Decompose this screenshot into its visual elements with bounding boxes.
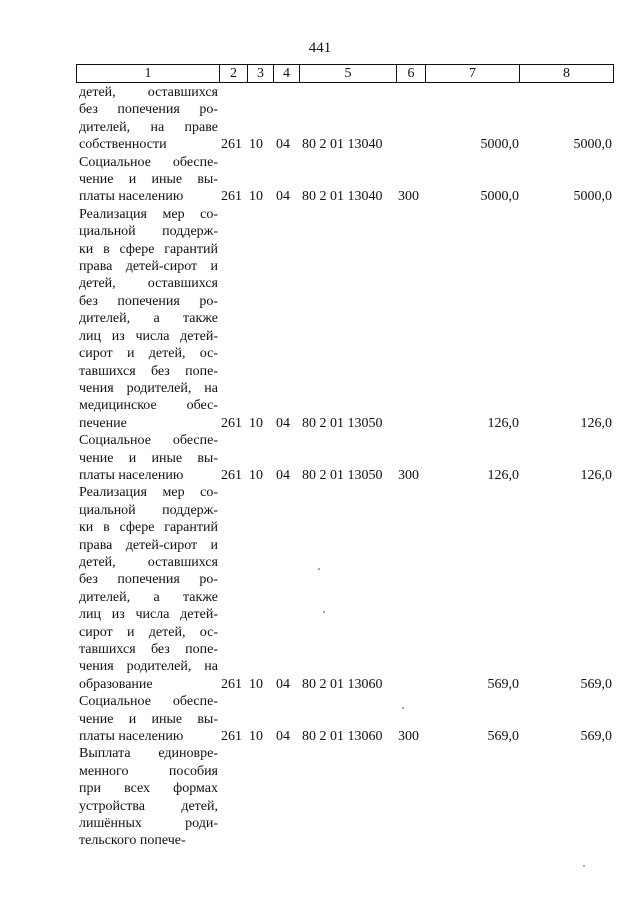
description-line: лишённых роди- [79,816,218,832]
target-article-cell: 80 2 01 13060 [302,729,383,745]
description-line: медицинское обес- [79,398,218,414]
subsection-cell: 04 [276,676,290,692]
column-header-row [76,64,614,83]
column-header-2: 2 [220,65,248,83]
row-description [79,154,218,206]
target-article-cell: 80 2 01 13050 [302,467,383,483]
description-line: дителей, а также [79,311,218,327]
section-cell: 10 [249,676,263,692]
amount-cell: 569,0 [580,676,612,692]
description-line: собственности [79,137,167,153]
description-line: циальной поддерж- [79,224,218,240]
row-description [79,745,218,849]
subsection-cell: 04 [276,415,290,431]
section-cell: 10 [249,467,263,483]
row-description [79,693,218,745]
column-header-8: 8 [520,65,614,83]
description-line: платы населению [79,189,184,205]
subsection-cell: 04 [276,137,290,153]
scan-speck [318,568,320,570]
amount-cell: 569,0 [580,729,612,745]
description-line: чение и иные вы- [79,172,218,188]
admin-code-cell: 261 [221,137,242,153]
row-description [79,432,218,484]
description-line: дителей, на праве [79,119,218,135]
target-article-cell: 80 2 01 13060 [302,676,383,692]
amount-cell: 569,0 [487,676,519,692]
section-cell: 10 [249,137,263,153]
description-line: образование [79,676,153,692]
admin-code-cell: 261 [221,467,242,483]
row-description [79,484,218,693]
description-line: детей, оставшихся [79,554,218,570]
column-header-6: 6 [397,65,426,83]
amount-cell: 126,0 [487,467,519,483]
column-header-4: 4 [274,65,300,83]
description-line: дителей, а также [79,589,218,605]
budget-table-body [76,84,616,850]
description-line: без попечения ро- [79,572,218,588]
expense-type-cell: 300 [398,467,419,483]
description-line: без попечения ро- [79,102,218,118]
target-article-cell: 80 2 01 13050 [302,415,383,431]
description-line: Социальное обеспе- [79,694,218,710]
description-line: Социальное обеспе- [79,433,218,449]
description-line: чения родителей, на [79,380,218,396]
description-line: Реализация мер со- [79,206,218,222]
amount-cell: 126,0 [580,415,612,431]
description-line: права детей-сирот и [79,259,218,275]
description-line: лиц из числа детей- [79,328,218,344]
subsection-cell: 04 [276,189,290,205]
scan-speck [583,865,585,867]
amount-cell: 569,0 [487,729,519,745]
table-row [76,693,616,745]
column-header-1: 1 [77,65,220,83]
description-line: устройства детей, [79,798,218,814]
description-line: лиц из числа детей- [79,607,218,623]
expense-type-cell: 300 [398,729,419,745]
description-line: ки в сфере гарантий [79,520,218,536]
target-article-cell: 80 2 01 13040 [302,137,383,153]
scan-speck [323,611,325,613]
section-cell: 10 [249,415,263,431]
section-cell: 10 [249,189,263,205]
description-line: тавшихся без попе- [79,642,218,657]
row-description [79,84,218,154]
column-header-5: 5 [300,65,397,83]
row-description [79,206,218,432]
description-line: платы населению [79,467,184,483]
expense-type-cell: 300 [398,189,419,205]
admin-code-cell: 261 [221,676,242,692]
description-line: тавшихся без попе- [79,363,218,379]
description-line: детей, оставшихся [79,276,218,292]
description-line: Выплата единовре- [79,746,218,762]
table-row [76,154,616,206]
column-header-3: 3 [248,65,274,83]
description-line: чения родителей, на [79,659,218,675]
section-cell: 10 [249,729,263,745]
subsection-cell: 04 [276,467,290,483]
description-line: платы населению [79,729,184,745]
description-line: циальной поддерж- [79,502,218,518]
amount-cell: 5000,0 [480,189,519,205]
table-row [76,432,616,484]
admin-code-cell: 261 [221,729,242,745]
scan-speck [402,707,404,709]
amount-cell: 5000,0 [573,137,612,153]
admin-code-cell: 261 [221,189,242,205]
admin-code-cell: 261 [221,415,242,431]
description-line: печение [79,415,127,431]
description-line: чение и иные вы- [79,450,218,466]
page-number: 441 [308,40,332,56]
amount-cell: 5000,0 [573,189,612,205]
amount-cell: 5000,0 [480,137,519,153]
description-line: детей, оставшихся [79,85,218,100]
subsection-cell: 04 [276,729,290,745]
description-line: Социальное обеспе- [79,154,218,170]
description-line: ки в сфере гарантий [79,241,218,257]
description-line: права детей-сирот и [79,537,218,553]
description-line: без попечения ро- [79,293,218,309]
description-line: сирот и детей, ос- [79,346,218,362]
amount-cell: 126,0 [487,415,519,431]
description-line: тельского попече- [79,833,186,849]
description-line: Реализация мер со- [79,485,218,501]
description-line: сирот и детей, ос- [79,624,218,640]
amount-cell: 126,0 [580,467,612,483]
target-article-cell: 80 2 01 13040 [302,189,383,205]
column-header-7: 7 [426,65,520,83]
table-row [76,206,616,432]
description-line: чение и иные вы- [79,711,218,727]
table-row [76,484,616,693]
table-row [76,745,616,849]
description-line: при всех формах [79,781,218,797]
description-line: менного пособия [79,763,218,779]
table-row [76,84,616,154]
